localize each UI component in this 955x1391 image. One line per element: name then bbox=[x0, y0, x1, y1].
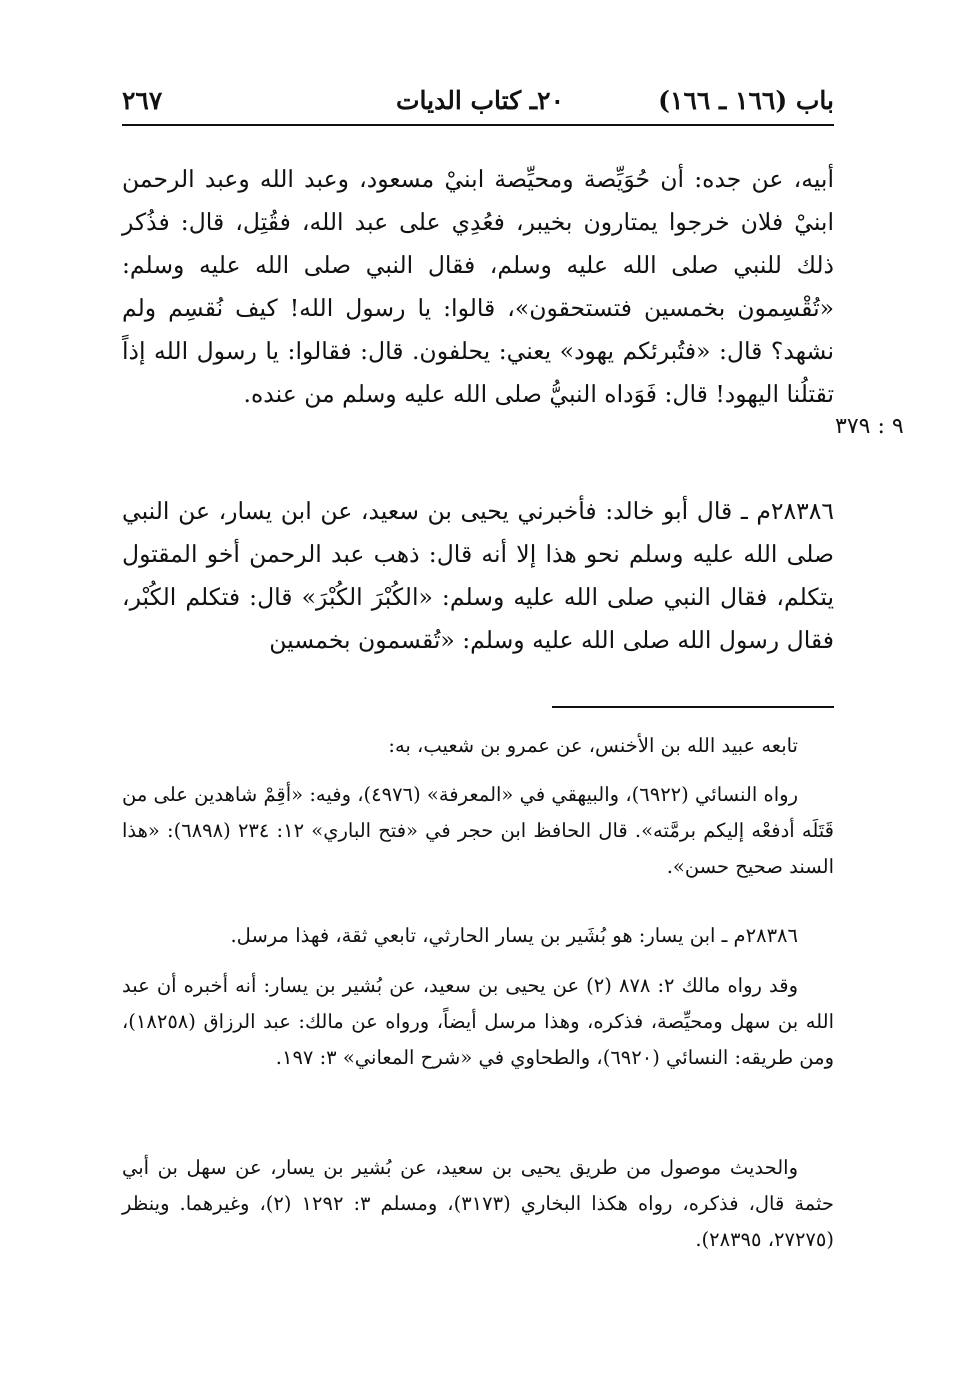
page-header bbox=[122, 82, 834, 122]
chapter-title: باب (١٦٦ ـ ١٦٦) bbox=[658, 86, 834, 115]
footnote-1 bbox=[122, 728, 834, 764]
main-text-block-2 bbox=[122, 490, 834, 662]
page-number: ٢٦٧ bbox=[122, 86, 163, 115]
footnote-4 bbox=[122, 968, 834, 1076]
footnote-text: تابعه عبيد الله بن الأخنس، عن عمرو بن شعيب، به: bbox=[388, 734, 798, 757]
footnote-text: وقد رواه مالك ٢: ٨٧٨ (٢) عن يحيى بن سعيد، عن بُشير بن يسار: أنه أخبره أن عبد الله بن سهل ومحيِّصة، فذكره، وهذا مرسل أيضاً، ورواه عن مالك: عبد الرزاق (١٨٢٥٨)، ومن طريقه: النسائي (٦٩٢٠)، والطحاوي في «شرح المعاني» ٣: ١٩٧. bbox=[122, 974, 834, 1069]
book-title: ٢٠ـ كتاب الديات bbox=[396, 86, 564, 115]
footnote-3 bbox=[122, 918, 834, 954]
footnote-5 bbox=[122, 1150, 834, 1258]
footnote-text: والحديث موصول من طريق يحيى بن سعيد، عن بُشير بن يسار، عن سهل بن أبي حثمة قال، فذكره، رواه هكذا البخاري (٣١٧٣)، ومسلم ٣: ١٢٩٢ (٢)، وغيرهما. وينظر (٢٧٢٧٥، ٢٨٣٩٥). bbox=[122, 1156, 834, 1251]
header-divider bbox=[122, 124, 834, 126]
footnote-2 bbox=[122, 777, 834, 885]
hadith-paragraph-28386m: ٢٨٣٨٦م ـ قال أبو خالد: فأخبرني يحيى بن سعيد، عن ابن يسار، عن النبي صلى الله عليه وسلم نحو هذا إلا أنه قال: ذهب عبد الرحمن أخو المقتول يتكلم، فقال النبي صلى الله عليه وسلم: «الكُبْرَ الكُبْرَ» قال: فتكلم الكُبْر، فقال رسول الله صلى الله عليه وسلم: «تُقسمون بخمسين bbox=[122, 497, 834, 654]
footnote-divider bbox=[552, 706, 834, 708]
hadith-paragraph: أبيه، عن جده: أن حُوَيِّصة ومحيِّصة ابنيْ مسعود، وعبد الله وعبد الرحمن ابنيْ فلان خرجوا يمتارون بخيبر، فعُدِي على عبد الله، فقُتِل، قال: فذُكر ذلك للنبي صلى الله عليه وسلم، فقال النبي صلى الله عليه وسلم: «تُقْسِمون بخمسين فتستحقون»، قالوا: يا رسول الله! كيف نُقسِم ولم نشهد؟ قال: «فتُبرئكم يهود» يعني: يحلفون. قال: فقالوا: يا رسول الله إذاً تقتلُنا اليهود! قال: فَوَداه النبيُّ صلى الله عليه وسلم من عنده. bbox=[122, 165, 834, 408]
main-text-block-1 bbox=[122, 158, 834, 416]
footnote-text: ٢٨٣٨٦م ـ ابن يسار: هو بُشَير بن يسار الحارثي، تابعي ثقة، فهذا مرسل. bbox=[230, 924, 798, 947]
footnote-text: رواه النسائي (٦٩٢٢)، والبيهقي في «المعرفة» (٤٩٧٦)، وفيه: «أقِمْ شاهدين على من قَتَلَه أدفعْه إليكم برمَّته». قال الحافظ ابن حجر في «فتح الباري» ١٢: ٢٣٤ (٦٨٩٨): «هذا السند صحيح حسن». bbox=[122, 783, 834, 878]
margin-reference: ٩ : ٣٧٩ bbox=[835, 414, 904, 439]
